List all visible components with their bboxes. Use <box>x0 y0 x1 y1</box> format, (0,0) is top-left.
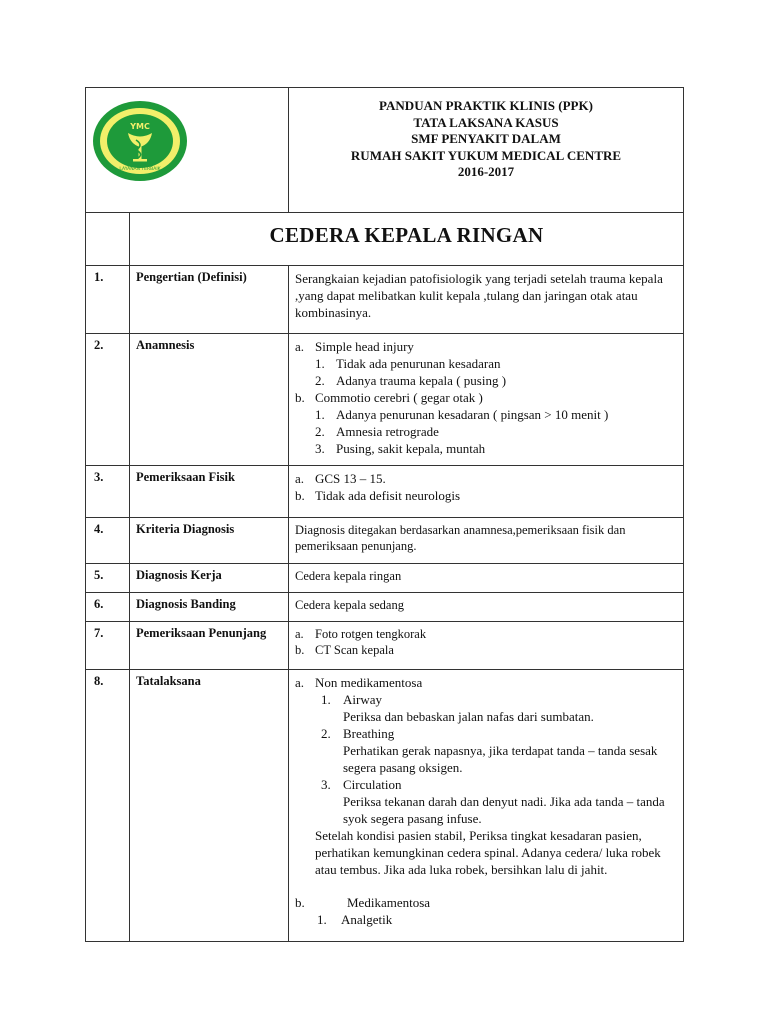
header-row <box>86 88 684 213</box>
row-label: Pemeriksaan Penunjang <box>130 622 289 670</box>
list-marker: 2. <box>315 373 325 388</box>
list-text: Circulation <box>343 777 402 792</box>
title-row <box>86 213 684 266</box>
list-marker: 1. <box>315 407 325 422</box>
list-marker: b. <box>295 390 305 405</box>
list-text: Analgetik <box>341 912 393 927</box>
list-marker: 1. <box>321 692 331 707</box>
row-number: 7. <box>86 622 130 670</box>
row-kriteria-diagnosis <box>86 518 684 564</box>
document-title: CEDERA KEPALA RINGAN <box>130 213 684 266</box>
ppk-table <box>85 87 684 942</box>
list-marker: b. <box>295 643 305 657</box>
list-text: Amnesia retrograde <box>336 424 439 439</box>
list-item <box>295 487 677 504</box>
list-marker: a. <box>295 675 305 690</box>
row-label: Tatalaksana <box>130 670 289 942</box>
row-label: Diagnosis Kerja <box>130 564 289 593</box>
list-description: Perhatikan gerak napasnya, jika terdapat tanda – tanda sesak segera pasang oksigen. <box>343 743 658 775</box>
list-marker: b. <box>295 488 305 503</box>
list-text: Tidak ada defisit neurologis <box>315 488 461 503</box>
row-content: Cedera kepala ringan <box>289 564 684 593</box>
row-definisi <box>86 266 684 334</box>
logo-ring-text: LAYANAN TERBAIK <box>119 167 161 172</box>
list-item <box>295 725 677 742</box>
list-item <box>315 406 677 423</box>
row-content: Serangkaian kejadian patofisiologik yang terjadi setelah trauma kepala ,yang dapat melibatkan kulit kepala ,tulang dan jaringan otak atau kombinasinya. <box>289 266 684 334</box>
logo-cell <box>86 88 289 213</box>
list-item <box>295 470 677 487</box>
row-label: Anamnesis <box>130 334 289 466</box>
list-text: Tidak ada penurunan kesadaran <box>336 356 501 371</box>
header-line-5: 2016-2017 <box>457 164 515 179</box>
row-content <box>289 334 684 466</box>
row-label: Pemeriksaan Fisik <box>130 466 289 518</box>
list-item <box>315 440 677 457</box>
list-description: Periksa tekanan darah dan denyut nadi. Jika ada tanda – tanda syok segera pasang infuse. <box>343 794 665 826</box>
header-title-cell <box>289 88 684 213</box>
list-item <box>295 389 677 457</box>
list-marker: a. <box>295 627 304 641</box>
row-number: 5. <box>86 564 130 593</box>
list-item <box>295 776 677 793</box>
row-pemeriksaan-penunjang <box>86 622 684 670</box>
hospital-logo-icon <box>92 100 188 182</box>
list-text: GCS 13 – 15. <box>315 471 386 486</box>
list-text: Commotio cerebri ( gegar otak ) <box>315 390 483 405</box>
row-number: 3. <box>86 466 130 518</box>
row-pemeriksaan-fisik <box>86 466 684 518</box>
list-marker: a. <box>295 339 305 354</box>
list-marker: a. <box>295 471 305 486</box>
list-marker: 3. <box>321 777 331 792</box>
ppk-document <box>85 87 683 942</box>
list-text: Airway <box>343 692 382 707</box>
list-text: Pusing, sakit kepala, muntah <box>336 441 486 456</box>
row-number: 8. <box>86 670 130 942</box>
row-number: 2. <box>86 334 130 466</box>
row-diagnosis-kerja <box>86 564 684 593</box>
header-line-3: SMF PENYAKIT DALAM <box>411 131 561 146</box>
row-content <box>289 622 684 670</box>
treatment-note: Setelah kondisi pasien stabil, Periksa tingkat kesadaran pasien, perhatikan kemungkinan cedera spinal. Adanya cedera/ luka robek atau tembus. Jika ada luka robek, bersihkan lalu di jahit. <box>315 828 661 877</box>
list-text: Simple head injury <box>315 339 414 354</box>
list-item <box>295 674 677 691</box>
title-spacer-cell <box>86 213 130 266</box>
list-marker: 1. <box>315 356 325 371</box>
header-line-2: TATA LAKSANA KASUS <box>413 114 559 130</box>
row-number: 1. <box>86 266 130 334</box>
header-line-1: PANDUAN PRAKTIK KLINIS (PPK) <box>379 98 593 113</box>
row-number: 4. <box>86 518 130 564</box>
row-label: Pengertian (Definisi) <box>130 266 289 334</box>
row-label: Kriteria Diagnosis <box>130 518 289 564</box>
list-item <box>315 355 677 372</box>
list-text: CT Scan kepala <box>315 643 394 657</box>
list-item <box>295 894 677 911</box>
list-item <box>295 911 677 928</box>
list-text: Adanya penurunan kesadaran ( pingsan > 10 menit ) <box>336 407 609 422</box>
list-text: Medikamentosa <box>347 895 431 910</box>
row-label: Diagnosis Banding <box>130 593 289 622</box>
row-content <box>289 670 684 942</box>
list-marker: b. <box>295 895 305 910</box>
list-text: Foto rotgen tengkorak <box>315 627 427 641</box>
list-marker: 1. <box>317 912 327 927</box>
header-line-4: RUMAH SAKIT YUKUM MEDICAL CENTRE <box>350 147 622 163</box>
list-text: Adanya trauma kepala ( pusing ) <box>336 373 507 388</box>
list-description: Periksa dan bebaskan jalan nafas dari sumbatan. <box>343 709 594 724</box>
list-item <box>295 626 677 642</box>
row-anamnesis <box>86 334 684 466</box>
list-item <box>315 423 677 440</box>
list-marker: 2. <box>321 726 331 741</box>
row-tatalaksana <box>86 670 684 942</box>
list-item <box>295 642 677 658</box>
list-item <box>315 372 677 389</box>
list-item <box>295 338 677 389</box>
logo-text: YMC <box>130 122 150 131</box>
list-marker: 3. <box>315 441 325 456</box>
list-marker: 2. <box>315 424 325 439</box>
row-content <box>289 466 684 518</box>
list-text: Breathing <box>343 726 395 741</box>
list-item <box>295 691 677 708</box>
row-number: 6. <box>86 593 130 622</box>
row-content: Cedera kepala sedang <box>289 593 684 622</box>
row-content: Diagnosis ditegakan berdasarkan anamnesa,pemeriksaan fisik dan pemeriksaan penunjang. <box>289 518 684 564</box>
row-diagnosis-banding <box>86 593 684 622</box>
list-text: Non medikamentosa <box>315 675 423 690</box>
